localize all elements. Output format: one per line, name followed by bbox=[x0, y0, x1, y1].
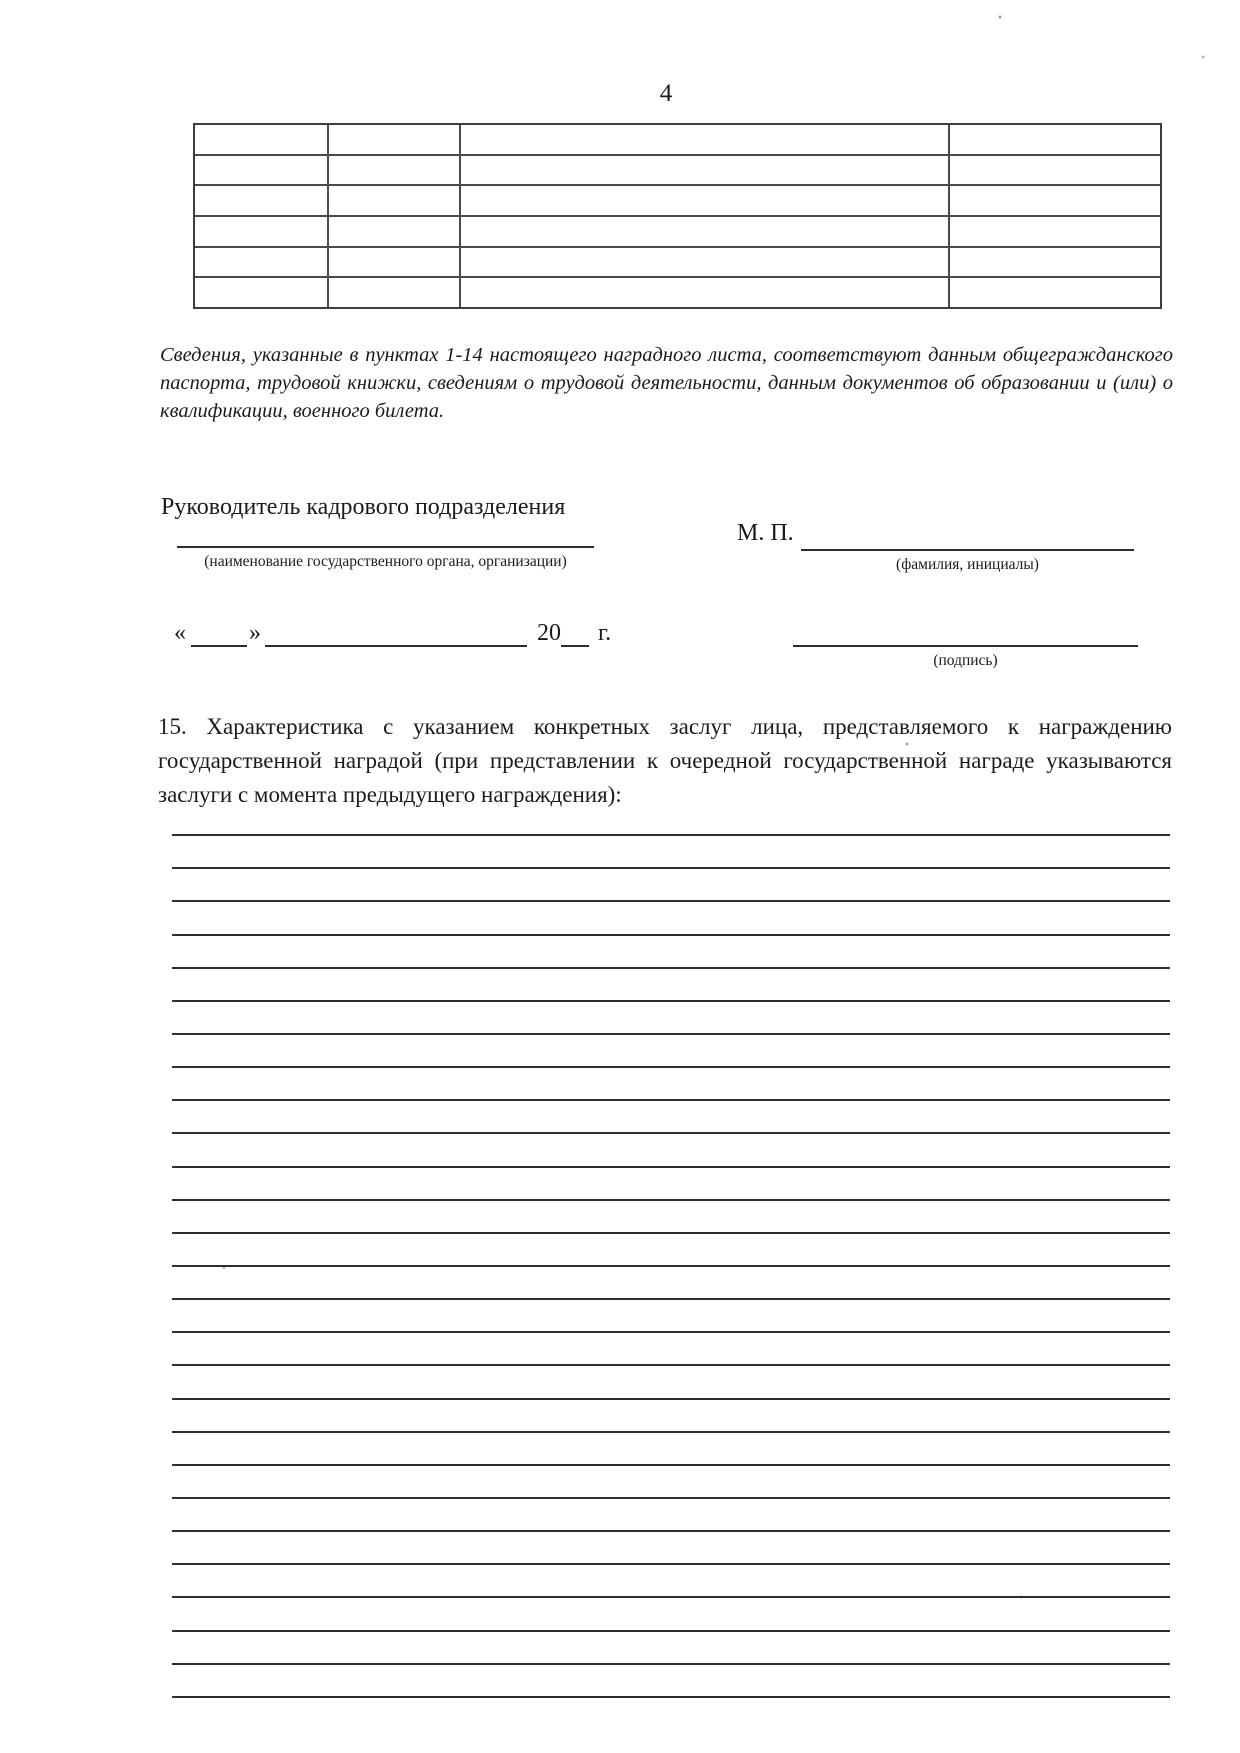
ruled-line bbox=[172, 936, 1170, 969]
ruled-line bbox=[172, 803, 1170, 836]
table-cell bbox=[195, 186, 329, 215]
ruled-line bbox=[172, 1333, 1170, 1366]
table-cell bbox=[461, 278, 950, 307]
ruled-line bbox=[172, 869, 1170, 902]
ruled-line bbox=[172, 1300, 1170, 1333]
date-open-quote: « bbox=[174, 620, 186, 646]
ruled-line bbox=[172, 1400, 1170, 1433]
ruled-line bbox=[172, 1168, 1170, 1201]
date-year-prefix: 20 bbox=[537, 620, 561, 646]
table-cell bbox=[329, 248, 461, 277]
table-cell bbox=[329, 217, 461, 246]
ruled-line bbox=[172, 1565, 1170, 1598]
characteristic-ruled-lines bbox=[172, 803, 1170, 1698]
ruled-line bbox=[172, 1665, 1170, 1698]
table-cell bbox=[461, 125, 950, 154]
table-cell bbox=[461, 217, 950, 246]
ruled-line bbox=[172, 1068, 1170, 1101]
org-name-caption: (наименование государственного органа, организации) bbox=[204, 553, 567, 570]
stamp-place-label: М. П. bbox=[737, 520, 794, 546]
ruled-line bbox=[172, 1234, 1170, 1267]
table-cell bbox=[195, 248, 329, 277]
table-cell bbox=[950, 156, 1160, 185]
table-row bbox=[195, 217, 1160, 248]
org-name-line bbox=[177, 518, 594, 548]
table-cell bbox=[950, 217, 1160, 246]
table-cell bbox=[950, 125, 1160, 154]
ruled-line bbox=[172, 1002, 1170, 1035]
ruled-line bbox=[172, 969, 1170, 1002]
date-year-line bbox=[561, 617, 589, 647]
surname-initials-caption: (фамилия, инициалы) bbox=[896, 556, 1039, 573]
table-cell bbox=[461, 186, 950, 215]
hr-head-title: Руководитель кадрового подразделения bbox=[161, 494, 566, 520]
table-cell bbox=[950, 248, 1160, 277]
ruled-line bbox=[172, 1632, 1170, 1665]
ruled-line bbox=[172, 836, 1170, 869]
ruled-line bbox=[172, 1366, 1170, 1399]
ruled-line bbox=[172, 1201, 1170, 1234]
table-cell bbox=[195, 125, 329, 154]
table-row bbox=[195, 156, 1160, 187]
section-15-heading: 15. Характеристика с указанием конкретных заслуг лица, представляемого к награждению государственной наградой (при представлении к очередной государственной награде указываются заслуги с момента предыдущего награждения): bbox=[158, 714, 1172, 807]
certification-note: Сведения, указанные в пунктах 1-14 настоящего наградного листа, соответствуют данным общегражданского паспорта, трудовой книжки, сведениям о трудовой деятельности, данным документов об образовании и (или) о квалификации, военного билета. bbox=[160, 344, 1173, 422]
table-cell bbox=[329, 186, 461, 215]
signature-line bbox=[793, 617, 1138, 647]
table-cell bbox=[461, 156, 950, 185]
table-cell bbox=[195, 156, 329, 185]
table-row bbox=[195, 278, 1160, 307]
ruled-line bbox=[172, 902, 1170, 935]
ruled-line bbox=[172, 1267, 1170, 1300]
ruled-line bbox=[172, 1499, 1170, 1532]
table-cell bbox=[329, 125, 461, 154]
table-row bbox=[195, 186, 1160, 217]
table-cell bbox=[950, 186, 1160, 215]
table-row bbox=[195, 248, 1160, 279]
continuation-table bbox=[193, 123, 1162, 309]
table-cell bbox=[329, 156, 461, 185]
ruled-line bbox=[172, 1433, 1170, 1466]
date-close-quote: » bbox=[249, 620, 261, 646]
surname-initials-line bbox=[801, 521, 1134, 551]
ruled-line bbox=[172, 1035, 1170, 1068]
table-cell bbox=[329, 278, 461, 307]
table-cell bbox=[195, 217, 329, 246]
ruled-line bbox=[172, 1101, 1170, 1134]
date-month-line bbox=[265, 617, 527, 647]
ruled-line bbox=[172, 1466, 1170, 1499]
date-day-line bbox=[191, 617, 247, 647]
ruled-line bbox=[172, 1532, 1170, 1565]
table-row bbox=[195, 125, 1160, 156]
table-cell bbox=[950, 278, 1160, 307]
page-number: 4 bbox=[659, 80, 673, 107]
ruled-line bbox=[172, 1598, 1170, 1631]
table-cell bbox=[461, 248, 950, 277]
signature-caption: (подпись) bbox=[933, 652, 998, 669]
table-cell bbox=[195, 278, 329, 307]
ruled-line bbox=[172, 1134, 1170, 1167]
date-year-suffix: г. bbox=[598, 620, 612, 646]
